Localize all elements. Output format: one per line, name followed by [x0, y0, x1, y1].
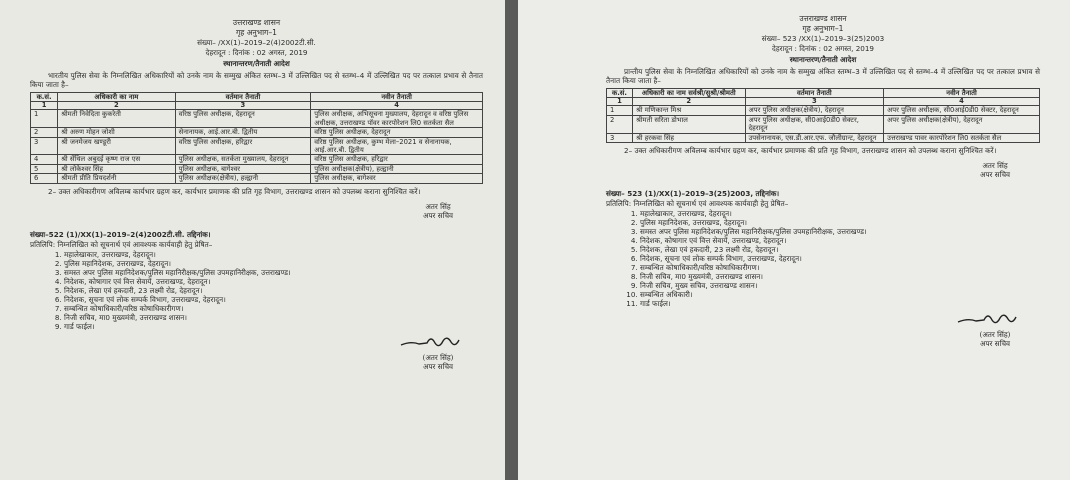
signer-title: अपर सचिव [422, 361, 454, 371]
list-item: 5. निदेशक, लेखा एवं हकदारी, 23 लक्ष्मी रोड, देहरादून। [64, 286, 483, 295]
cell: अपर पुलिस अधीक्षक, सी0आई0डी0 सेक्टर, देहरादून [884, 106, 1040, 115]
col-number: 3 [745, 98, 884, 106]
list-item: 9. निजी सचिव, मुख्य सचिव, उत्तराखण्ड शासन। [640, 281, 1040, 290]
govt-name: उत्तराखण्ड शासन [799, 14, 847, 23]
list-item: 2. पुलिस महानिदेशक, उत्तराखण्ड, देहरादून। [64, 259, 483, 268]
signer-title: अपर सचिव [979, 339, 1011, 349]
cell: 1 [31, 110, 58, 128]
cell: वरिष्ठ पुलिस अधीक्षक, हरिद्वार [175, 137, 311, 155]
signer-name: अतर सिंह [425, 201, 451, 211]
page-gap [505, 0, 518, 480]
cell: अपर पुलिस अधीक्षक(क्षेत्रीय), देहरादून [884, 115, 1040, 133]
intro-paragraph: प्रान्तीय पुलिस सेवा के निम्नलिखित अधिकारियों को उनके नाम के सम्मुख अंकित स्तम्भ–3 में उल्लिखित पद से स्तम्भ–4 में उल्लिखित पद पर तत्काल प्रभाव से तैनात किया जाता है– [606, 67, 1040, 85]
cell: 4 [31, 155, 58, 164]
cell: वरिष्ठ पुलिस अधीक्षक, देहरादून [311, 128, 483, 137]
handwritten-signature-icon [956, 308, 1026, 330]
table-row [31, 164, 483, 173]
list-item: 8. निजी सचिव, मा0 मुख्यमंत्री, उत्तराखण्ड शासन। [64, 313, 483, 322]
cell: 3 [607, 133, 633, 142]
transfer-table [606, 88, 1040, 143]
table-row [607, 115, 1040, 133]
table-row [607, 133, 1040, 142]
copy-intro: प्रतिलिपि: निम्नलिखित को सूचनार्थ एवं आवश्यक कार्यवाही हेतु प्रेषित– [606, 199, 789, 209]
copy-reference: संख्या– 523 (1)/XX(1)–2019–3(25)2003, तद्दिनांक। [606, 189, 780, 199]
table-row [31, 155, 483, 164]
list-item: 11. गार्ड फाईल। [640, 299, 1040, 308]
cell: 2 [607, 115, 633, 133]
cell: श्री जनमेजय खण्डूरी [58, 137, 176, 155]
handwritten-signature-icon [399, 331, 469, 353]
list-item: 9. गार्ड फाईल। [64, 322, 483, 331]
list-item: 2. पुलिस महानिदेशक, उत्तराखण्ड, देहरादून। [640, 218, 1040, 227]
col-header: नवीन तैनाती [884, 89, 1040, 98]
table-row [31, 110, 483, 128]
cell: श्री सेंथिल अबुदई कृष्ण राज एस [58, 155, 176, 164]
table-row [31, 128, 483, 137]
cell: पुलिस अधीक्षक, अभिसूचना मुख्यालय, देहरादून व वरिष्ठ पुलिस अधीक्षक, उत्तराखण्ड पॉवर कारपोरेशन लि0 सतर्कता सैल [311, 110, 483, 128]
col-number: 1 [31, 102, 58, 110]
cell: श्री हरकवा सिंह [632, 133, 745, 142]
signature-block-2 [30, 353, 483, 371]
cell: श्रीमती प्रीति प्रियदर्शनी [58, 174, 176, 183]
transfer-table [30, 92, 483, 184]
list-item: 3. समस्त अपर पुलिस महानिदेशक/पुलिस महानिरीक्षक/पुलिस उपमहानिरीक्षक, उत्तराखण्ड। [640, 227, 1040, 236]
cell: 1 [607, 106, 633, 115]
col-number: 3 [175, 102, 311, 110]
cell: पुलिस अधीक्षक, बागेश्वर [311, 174, 483, 183]
instruction-paragraph: 2– उक्त अधिकारीगण अविलम्ब कार्यभार ग्रहण कर, कार्यभार प्रमाणक की प्रति गृह विभाग, उत्तराखण्ड शासन को उपलब्ध कराना सुनिश्चित करें। [624, 146, 997, 156]
order-ref: संख्या– 523 /XX(1)–2019–3(25)2003 [761, 34, 885, 43]
cell: श्रीमती निवेदिता कुकरेती [58, 110, 176, 128]
order-date: देहरादून : दिनांक : 02 अगस्त, 2019 [205, 48, 308, 57]
cell: उत्तराखण्ड पावर कारपोरेशन लि0 सतर्कता सैल [884, 133, 1040, 142]
cell: सेनानायक, आई.आर.बी. द्वितीय [175, 128, 311, 137]
col-number: 4 [884, 98, 1040, 106]
col-number: 1 [607, 98, 633, 106]
right-order [606, 14, 1040, 348]
list-item: 4. निदेशक, कोषागार एवं वित्त सेवायें, उत्तराखण्ड, देहरादून। [640, 236, 1040, 245]
copy-intro: प्रतिलिपि: निम्नलिखित को सूचनार्थ एवं आवश्यक कार्यवाही हेतु प्रेषित– [30, 239, 213, 249]
list-item: 4. निदेशक, कोषागार एवं वित्त सेवायें, उत्तराखण्ड, देहरादून। [64, 277, 483, 286]
intro-paragraph: भारतीय पुलिस सेवा के निम्नलिखित अधिकारियों को उनके नाम के सम्मुख अंकित स्तम्भ–3 में उल्लिखित पद से स्तम्भ–4 में उल्लिखित पद पर तत्काल प्रभाव से तैनात किया जाता है– [30, 71, 483, 89]
govt-name: उत्तराखण्ड शासन [232, 18, 281, 27]
list-item: 7. सम्बन्धित कोषाधिकारी/वरिष्ठ कोषाधिकारीगण। [64, 304, 483, 313]
col-header: अधिकारी का नाम [58, 93, 176, 102]
cell: वरिष्ठ पुलिस अधीक्षक, देहरादून [175, 110, 311, 128]
col-header: वर्तमान तैनाती [175, 93, 311, 102]
col-header: अधिकारी का नाम सर्वश्री/सुश्री/श्रीमती [632, 89, 745, 98]
cell: पुलिस अधीक्षक, सतर्कता मुख्यालय, देहरादून [175, 155, 311, 164]
order-date: देहरादून : दिनांक : 02 अगस्त, 2019 [772, 44, 874, 53]
cell: श्री अरुण मोहन जोशी [58, 128, 176, 137]
list-item: 1. महालेखाकार, उत्तराखण्ड, देहरादून। [64, 250, 483, 259]
signer-name: अतर सिंह [982, 161, 1008, 171]
table-header-row [31, 93, 483, 102]
cell: अपर पुलिस अधीक्षक(क्षेत्रीय), देहरादून [745, 106, 884, 115]
table-header-row [607, 89, 1040, 98]
signer-name: (अतर सिंह) [422, 352, 454, 362]
cell: श्री मणिकान्त मिश्र [632, 106, 745, 115]
cell: श्रीमती सरिता डोभाल [632, 115, 745, 133]
col-number: 2 [58, 102, 176, 110]
col-header: क.सं. [607, 89, 633, 98]
list-item: 3. समस्त अपर पुलिस महानिदेशक/पुलिस महानिरीक्षक/पुलिस उपमहानिरीक्षक, उत्तराखण्ड। [64, 268, 483, 277]
col-header: क.सं. [31, 93, 58, 102]
cell: अपर पुलिस अधीक्षक, सी0आई0डी0 सेक्टर, देहरादून [745, 115, 884, 133]
copy-list [606, 209, 1040, 308]
list-item: 7. सम्बन्धित कोषाधिकारी/वरिष्ठ कोषाधिकारीगण। [640, 263, 1040, 272]
cell: वरिष्ठ पुलिस अधीक्षक, हरिद्वार [311, 155, 483, 164]
col-header: वर्तमान तैनाती [745, 89, 884, 98]
cell: पुलिस अधीक्षक(क्षेत्रीय), हल्द्वानी [175, 174, 311, 183]
cell: पुलिस अधीक्षक, बागेश्वर [175, 164, 311, 173]
order-title: स्थानान्तरण/तैनाती आदेश [223, 59, 290, 68]
signature-block [606, 161, 1040, 179]
cell: 2 [31, 128, 58, 137]
table-colnum-row [31, 102, 483, 110]
signer-title: अपर सचिव [979, 170, 1011, 180]
signer-name: (अतर सिंह) [979, 330, 1011, 340]
section-name: गृह अनुभाग–1 [802, 23, 844, 33]
signature-block-2 [606, 330, 1040, 348]
col-header: नवीन तैनाती [311, 93, 483, 102]
list-item: 1. महालेखाकार, उत्तराखण्ड, देहरादून। [640, 209, 1040, 218]
right-document-page [518, 0, 1070, 480]
cell: उपसेनानायक, एस.डी.आर.एफ. जौलीग्रान्ट, देहरादून [745, 133, 884, 142]
signature-block [30, 202, 483, 220]
table-colnum-row [607, 98, 1040, 106]
copy-reference: संख्या–522 (1)/XX(1)–2019–2(4)2002टी.सी. तद्दिनांक। [30, 229, 211, 239]
instruction-paragraph: 2– उक्त अधिकारीगण अविलम्ब कार्यभार ग्रहण कर, कार्यभार प्रमाणक की प्रति गृह विभाग, उत्तराखण्ड शासन को उपलब्ध कराना सुनिश्चित करें। [48, 186, 421, 196]
copy-list [30, 250, 483, 331]
cell: पुलिस अधीक्षक(क्षेत्रीय), हल्द्वानी [311, 164, 483, 173]
col-number: 2 [632, 98, 745, 106]
order-title: स्थानान्तरण/तैनाती आदेश [789, 55, 857, 64]
list-item: 10. सम्बन्धित अधिकारी। [640, 290, 1040, 299]
order-ref: संख्या– /XX(1)–2019–2(4)2002टी.सी. [197, 38, 316, 47]
cell: श्री लोकेश्वर सिंह [58, 164, 176, 173]
table-row [607, 106, 1040, 115]
cell: 3 [31, 137, 58, 155]
table-row [31, 174, 483, 183]
list-item: 8. निजी सचिव, मा0 मुख्यमंत्री, उत्तराखण्ड शासन। [640, 272, 1040, 281]
signer-title: अपर सचिव [422, 210, 454, 220]
list-item: 6. निदेशक, सूचना एवं लोक सम्पर्क विभाग, उत्तराखण्ड, देहरादून। [640, 254, 1040, 263]
cell: 5 [31, 164, 58, 173]
col-number: 4 [311, 102, 483, 110]
cell: 6 [31, 174, 58, 183]
cell: वरिष्ठ पुलिस अधीक्षक, कुम्भ मेला–2021 व सेनानायक, आई.आर.बी. द्वितीय [311, 137, 483, 155]
left-document-page [0, 0, 505, 480]
list-item: 5. निदेशक, लेखा एवं हकदारी, 23 लक्ष्मी रोड, देहरादून। [640, 245, 1040, 254]
list-item: 6. निदेशक, सूचना एवं लोक सम्पर्क विभाग, उत्तराखण्ड, देहरादून। [64, 295, 483, 304]
table-row [31, 137, 483, 155]
left-order [30, 18, 483, 371]
section-name: गृह अनुभाग–1 [236, 27, 277, 37]
